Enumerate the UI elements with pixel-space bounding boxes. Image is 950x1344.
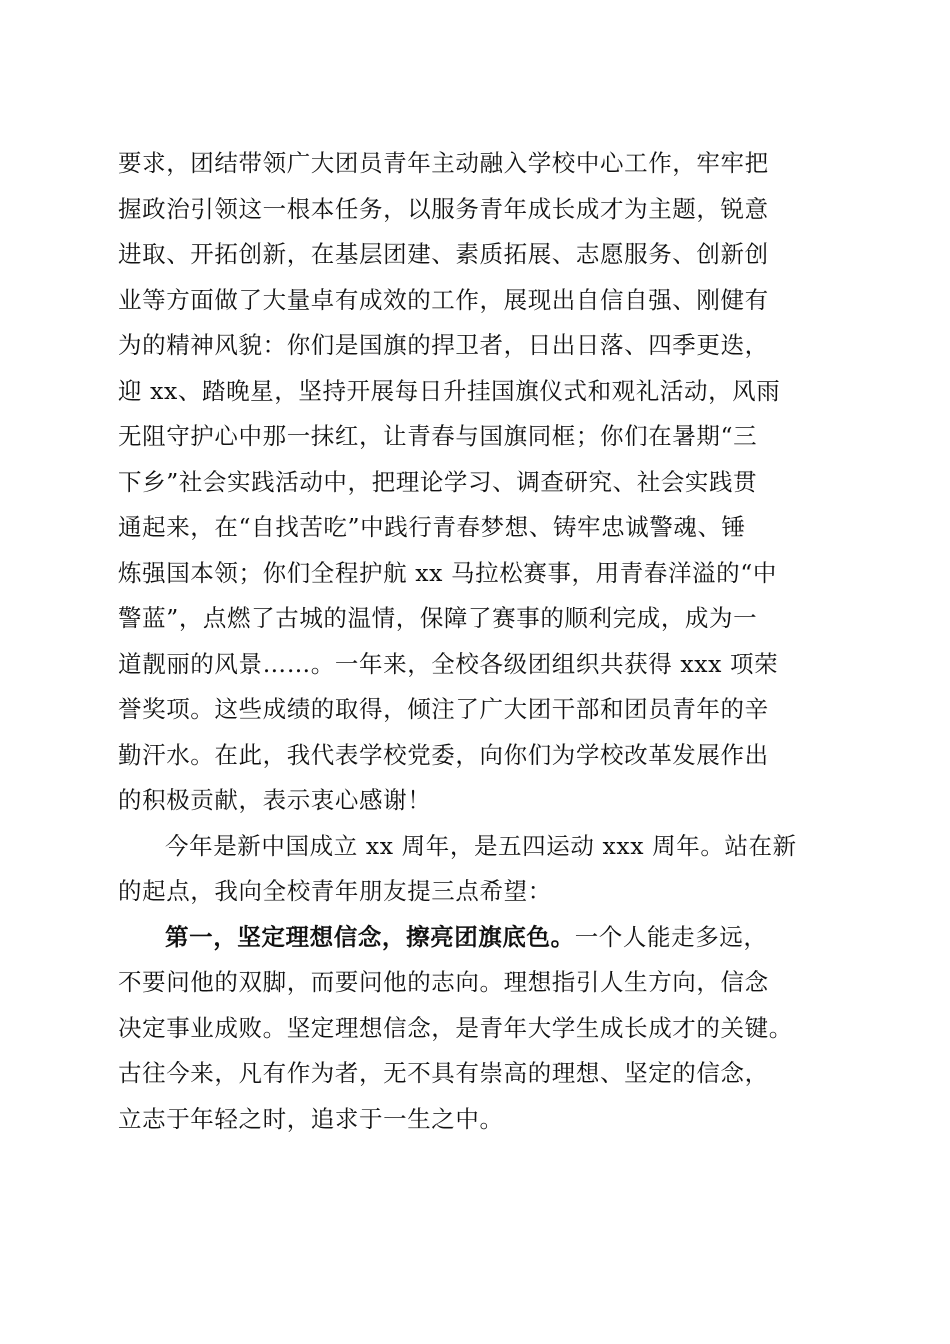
- text-line: 下乡”社会实践活动中，把理论学习、调查研究、社会实践贯: [118, 467, 758, 496]
- text-line: 为的精神风貌：你们是国旗的捍卫者，日出日落、四季更迭，: [118, 331, 769, 359]
- section-heading: 第一，坚定理想信念，擦亮团旗底色。: [165, 922, 575, 951]
- text-line: 勤汗水。在此，我代表学校党委，向你们为学校改革发展作出: [118, 740, 769, 769]
- document-body: [118, 141, 838, 1142]
- text-line: 通起来，在“自找苦吃”中践行青春梦想、铸牢忠诚警魂、锤: [118, 513, 746, 541]
- text-line: 古往今来，凡有作为者，无不具有崇高的理想、坚定的信念，: [118, 1059, 769, 1087]
- text-line: 握政治引领这一根本任务，以服务青年成长成才为主题，锐意: [118, 194, 769, 223]
- text-line: 业等方面做了大量卓有成效的工作，展现出自信自强、刚健有: [118, 285, 769, 314]
- text-line: 立志于年轻之时，追求于一生之中。: [118, 1104, 504, 1133]
- text-line: 进取、开拓创新，在基层团建、素质拓展、志愿服务、创新创: [118, 240, 769, 268]
- text-line: 誉奖项。这些成绩的取得，倾注了广大团干部和团员青年的辛: [118, 695, 769, 723]
- text-line: 决定事业成败。坚定理想信念，是青年大学生成长成才的关键。: [118, 1013, 793, 1042]
- section-heading-continuation: 一个人能走多远，: [574, 922, 768, 951]
- text-line: 的起点，我向全校青年朋友提三点希望：: [118, 877, 552, 905]
- section-heading-line: [118, 915, 838, 961]
- text-line: 的积极贡献，表示衷心感谢！: [118, 786, 432, 814]
- text-line: 迎 xx、踏晚星，坚持开展每日升挂国旗仪式和观礼活动，风雨: [118, 376, 781, 405]
- text-line: 无阻守护心中那一抹红，让青春与国旗同框；你们在暑期“三: [118, 422, 758, 450]
- text-line: 炼强国本领；你们全程护航 xx 马拉松赛事，用青春洋溢的“中: [118, 558, 777, 587]
- text-line: 警蓝”，点燃了古城的温情，保障了赛事的顺利完成，成为一: [118, 604, 758, 632]
- text-line: 道靓丽的风景……。一年来，全校各级团组织共获得 xxx 项荣: [118, 649, 779, 678]
- text-line: 不要问他的双脚，而要问他的志向。理想指引人生方向，信念: [118, 968, 769, 996]
- text-line: 要求，团结带领广大团员青年主动融入学校中心工作，牢牢把: [118, 149, 769, 177]
- paragraph-start-line: 今年是新中国成立 xx 周年，是五四运动 xxx 周年。站在新: [165, 831, 797, 860]
